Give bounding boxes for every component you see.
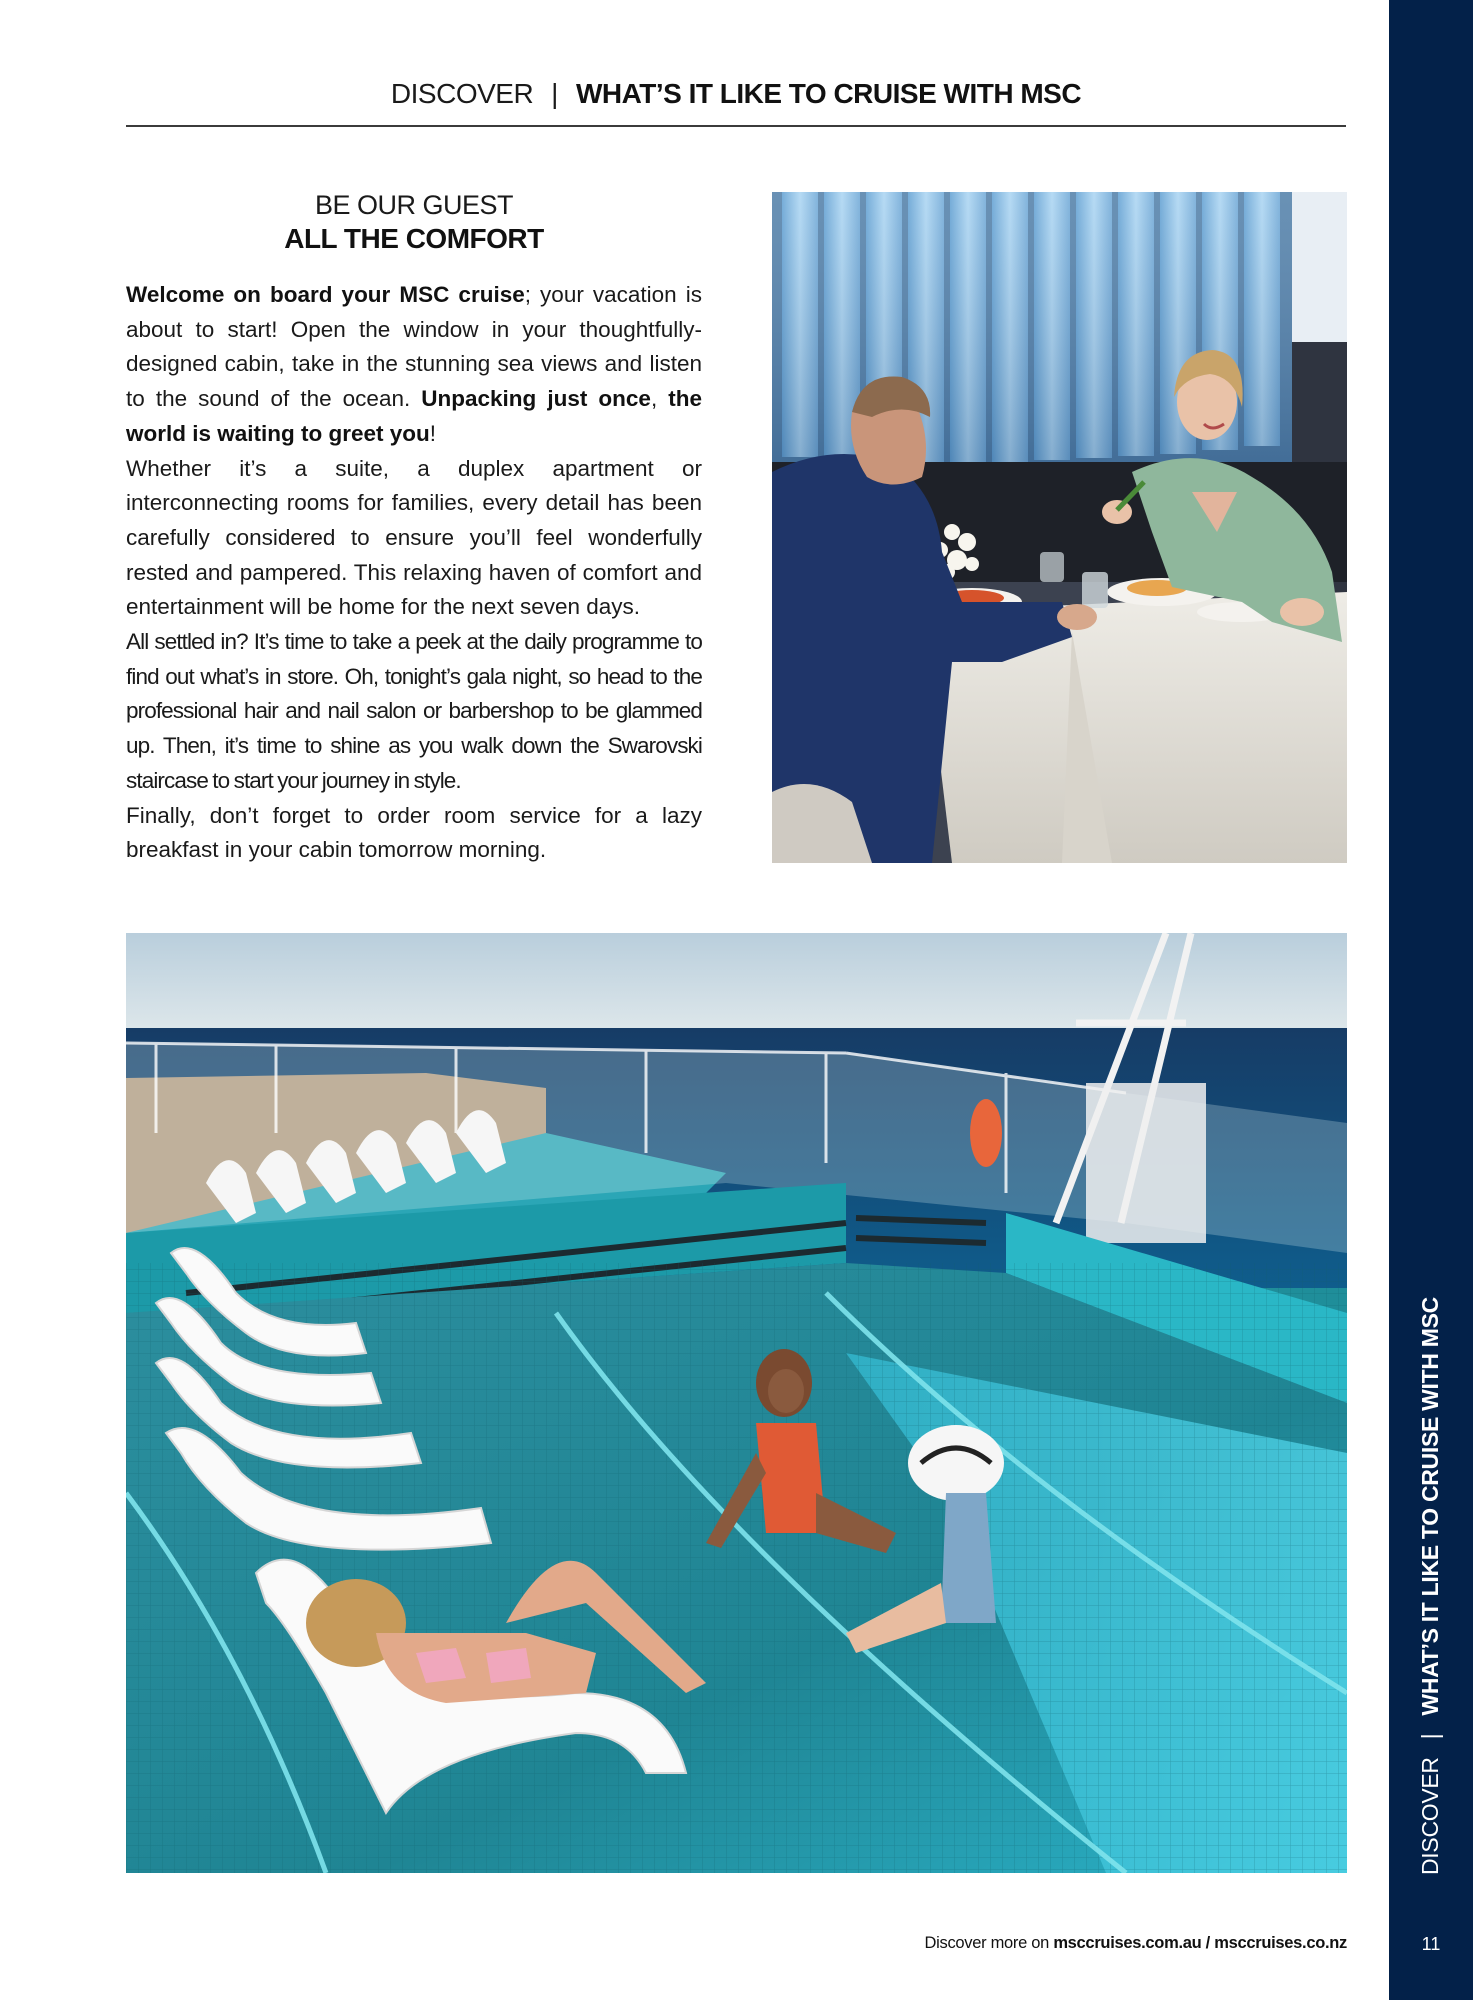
sidebar-section: DISCOVER	[1417, 1757, 1443, 1875]
bold-lead: Welcome on board your MSC cruise	[126, 282, 525, 307]
text-run: !	[429, 420, 437, 446]
text-run: ; your vacation is about to start! Open the window in your thoughtfully-designed cabin, take in the stunning sea views and listen to the sound of the ocean.	[126, 282, 702, 412]
paragraph-gala: All settled in? It’s time to take a peek at the daily programme to find out what’s in store. Oh, tonight’s gala night, so head to the professional hair and nail salon or barbershop to be glammed up. Then, it’s time to shine as you walk down the Swarovski staircase to start your journey in style.	[126, 629, 702, 793]
sidebar-title: WHAT’S IT LIKE TO CRUISE WITH MSC	[1417, 1297, 1443, 1716]
paragraph-cabins: Whether it’s a suite, a duplex apartment or interconnecting rooms for families, every detail has been carefully considered to ensure you’ll feel wonderfully rested and pampered. This relaxing haven of comfort and entertainment will be home for the next seven days.	[126, 455, 702, 620]
pool-scene-illustration	[126, 933, 1347, 1873]
paragraph-welcome	[126, 278, 702, 452]
sidebar-separator: |	[1417, 1733, 1443, 1740]
footer-links[interactable]: msccruises.com.au / msccruises.co.nz	[1053, 1934, 1347, 1952]
page-header	[126, 74, 1346, 114]
dining-scene-illustration	[772, 192, 1347, 863]
bold-run: Unpacking just once	[421, 386, 651, 412]
article-kicker: BE OUR GUEST	[314, 190, 514, 220]
dining-photo	[772, 192, 1347, 863]
article-body	[126, 278, 702, 868]
text-run: ,	[650, 386, 669, 412]
article	[126, 188, 702, 868]
article-headline: ALL THE COMFORT	[284, 223, 544, 254]
header-divider	[126, 125, 1346, 127]
page-number: 11	[1421, 1934, 1441, 1954]
sidebar-running-title	[1417, 1297, 1444, 1875]
pool-photo	[126, 933, 1347, 1873]
footer-lead: Discover more on	[924, 1934, 1054, 1952]
sidebar-band	[1389, 0, 1473, 2000]
header-title: WHAT’S IT LIKE TO CRUISE WITH MSC	[575, 78, 1082, 109]
footer	[925, 1934, 1347, 1953]
paragraph-room-service: Finally, don’t forget to order room service for a lazy breakfast in your cabin tomorrow morning.	[126, 802, 702, 863]
bold-run: the world is waiting to greet you	[126, 386, 702, 446]
header-section: DISCOVER	[390, 78, 534, 109]
header-separator: |	[551, 78, 558, 109]
